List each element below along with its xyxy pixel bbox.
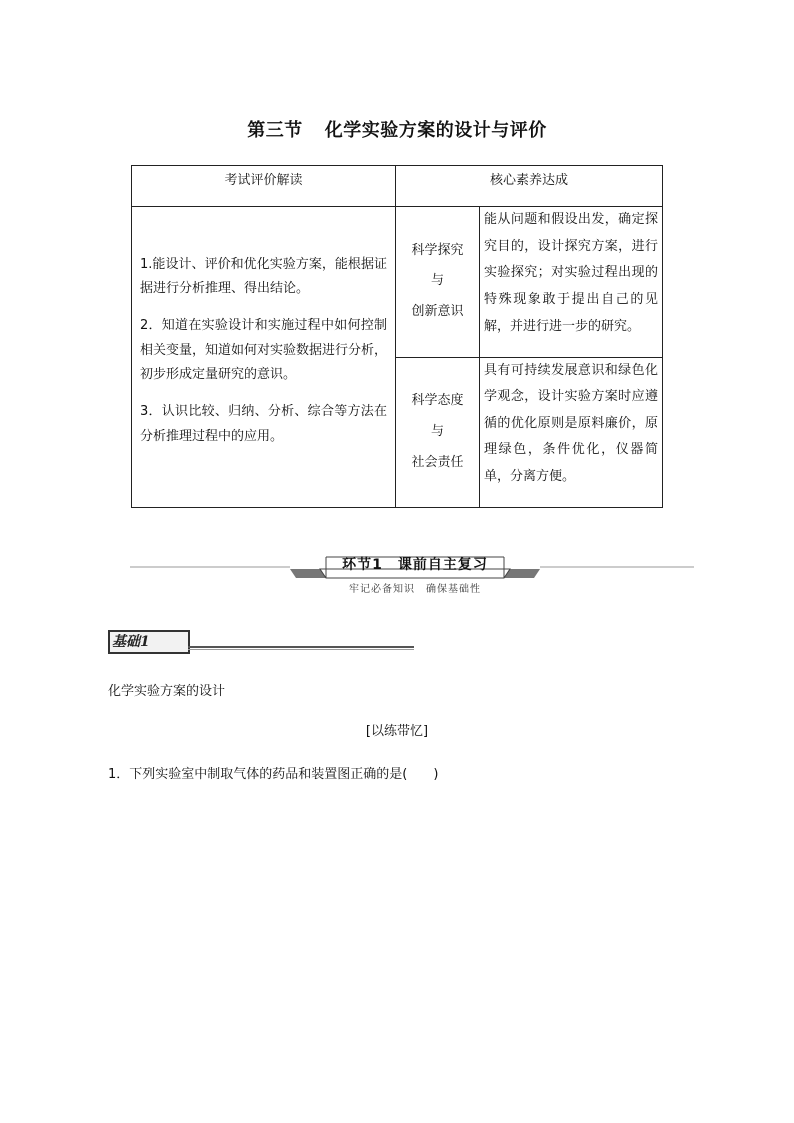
- banner-title: 环节1 课前自主复习: [342, 557, 488, 573]
- section-title: 化学实验方案的设计: [108, 684, 226, 699]
- section-name: 化学实验方案的设计与评价: [324, 120, 547, 141]
- question-text: 1．下列实验室中制取气体的药品和装置图正确的是( ): [108, 767, 439, 782]
- header-exam-evaluation: 考试评价解读: [132, 166, 396, 207]
- banner-subtitle: 牢记必备知识 确保基础性: [349, 584, 481, 595]
- tag-label: 基础1: [112, 634, 150, 650]
- tag-underline-thin: [188, 649, 414, 650]
- section-number: 第三节: [247, 120, 303, 141]
- literacy-label: 科学探究 与 创新意识: [396, 207, 480, 358]
- literacy-description: 能从问题和假设出发，确定探究目的，设计探究方案，进行实验探究；对实验过程出现的特殊现象敢于提出自己的见解，并进行进一步的研究。: [480, 207, 663, 358]
- literacy-description: 具有可持续发展意识和绿色化学观念，设计实验方案时应遵循的优化原则是原料廉价，原理绿色，条件优化，仪器简单，分离方便。: [480, 357, 663, 508]
- evaluation-item: 1.能设计、评价和优化实验方案，能根据证据进行分析推理、得出结论。: [140, 256, 387, 297]
- evaluation-item: 2．知道在实验设计和实施过程中如何控制相关变量，知道如何对实验数据进行分析，初步形成定量研究的意识。: [140, 317, 388, 383]
- literacy-label: 科学态度 与 社会责任: [396, 357, 480, 508]
- page-title: [0, 116, 794, 142]
- evaluation-table: [131, 165, 663, 508]
- header-core-literacy: 核心素养达成: [396, 166, 663, 207]
- basics-tag: [108, 630, 418, 652]
- section-banner: [130, 554, 694, 604]
- evaluation-item: 3．认识比较、归纳、分析、综合等方法在分析推理过程中的应用。: [140, 404, 387, 444]
- exam-evaluation-cell: [132, 207, 396, 508]
- practice-label: [以练带忆]: [365, 724, 429, 739]
- tag-underline: [188, 646, 414, 648]
